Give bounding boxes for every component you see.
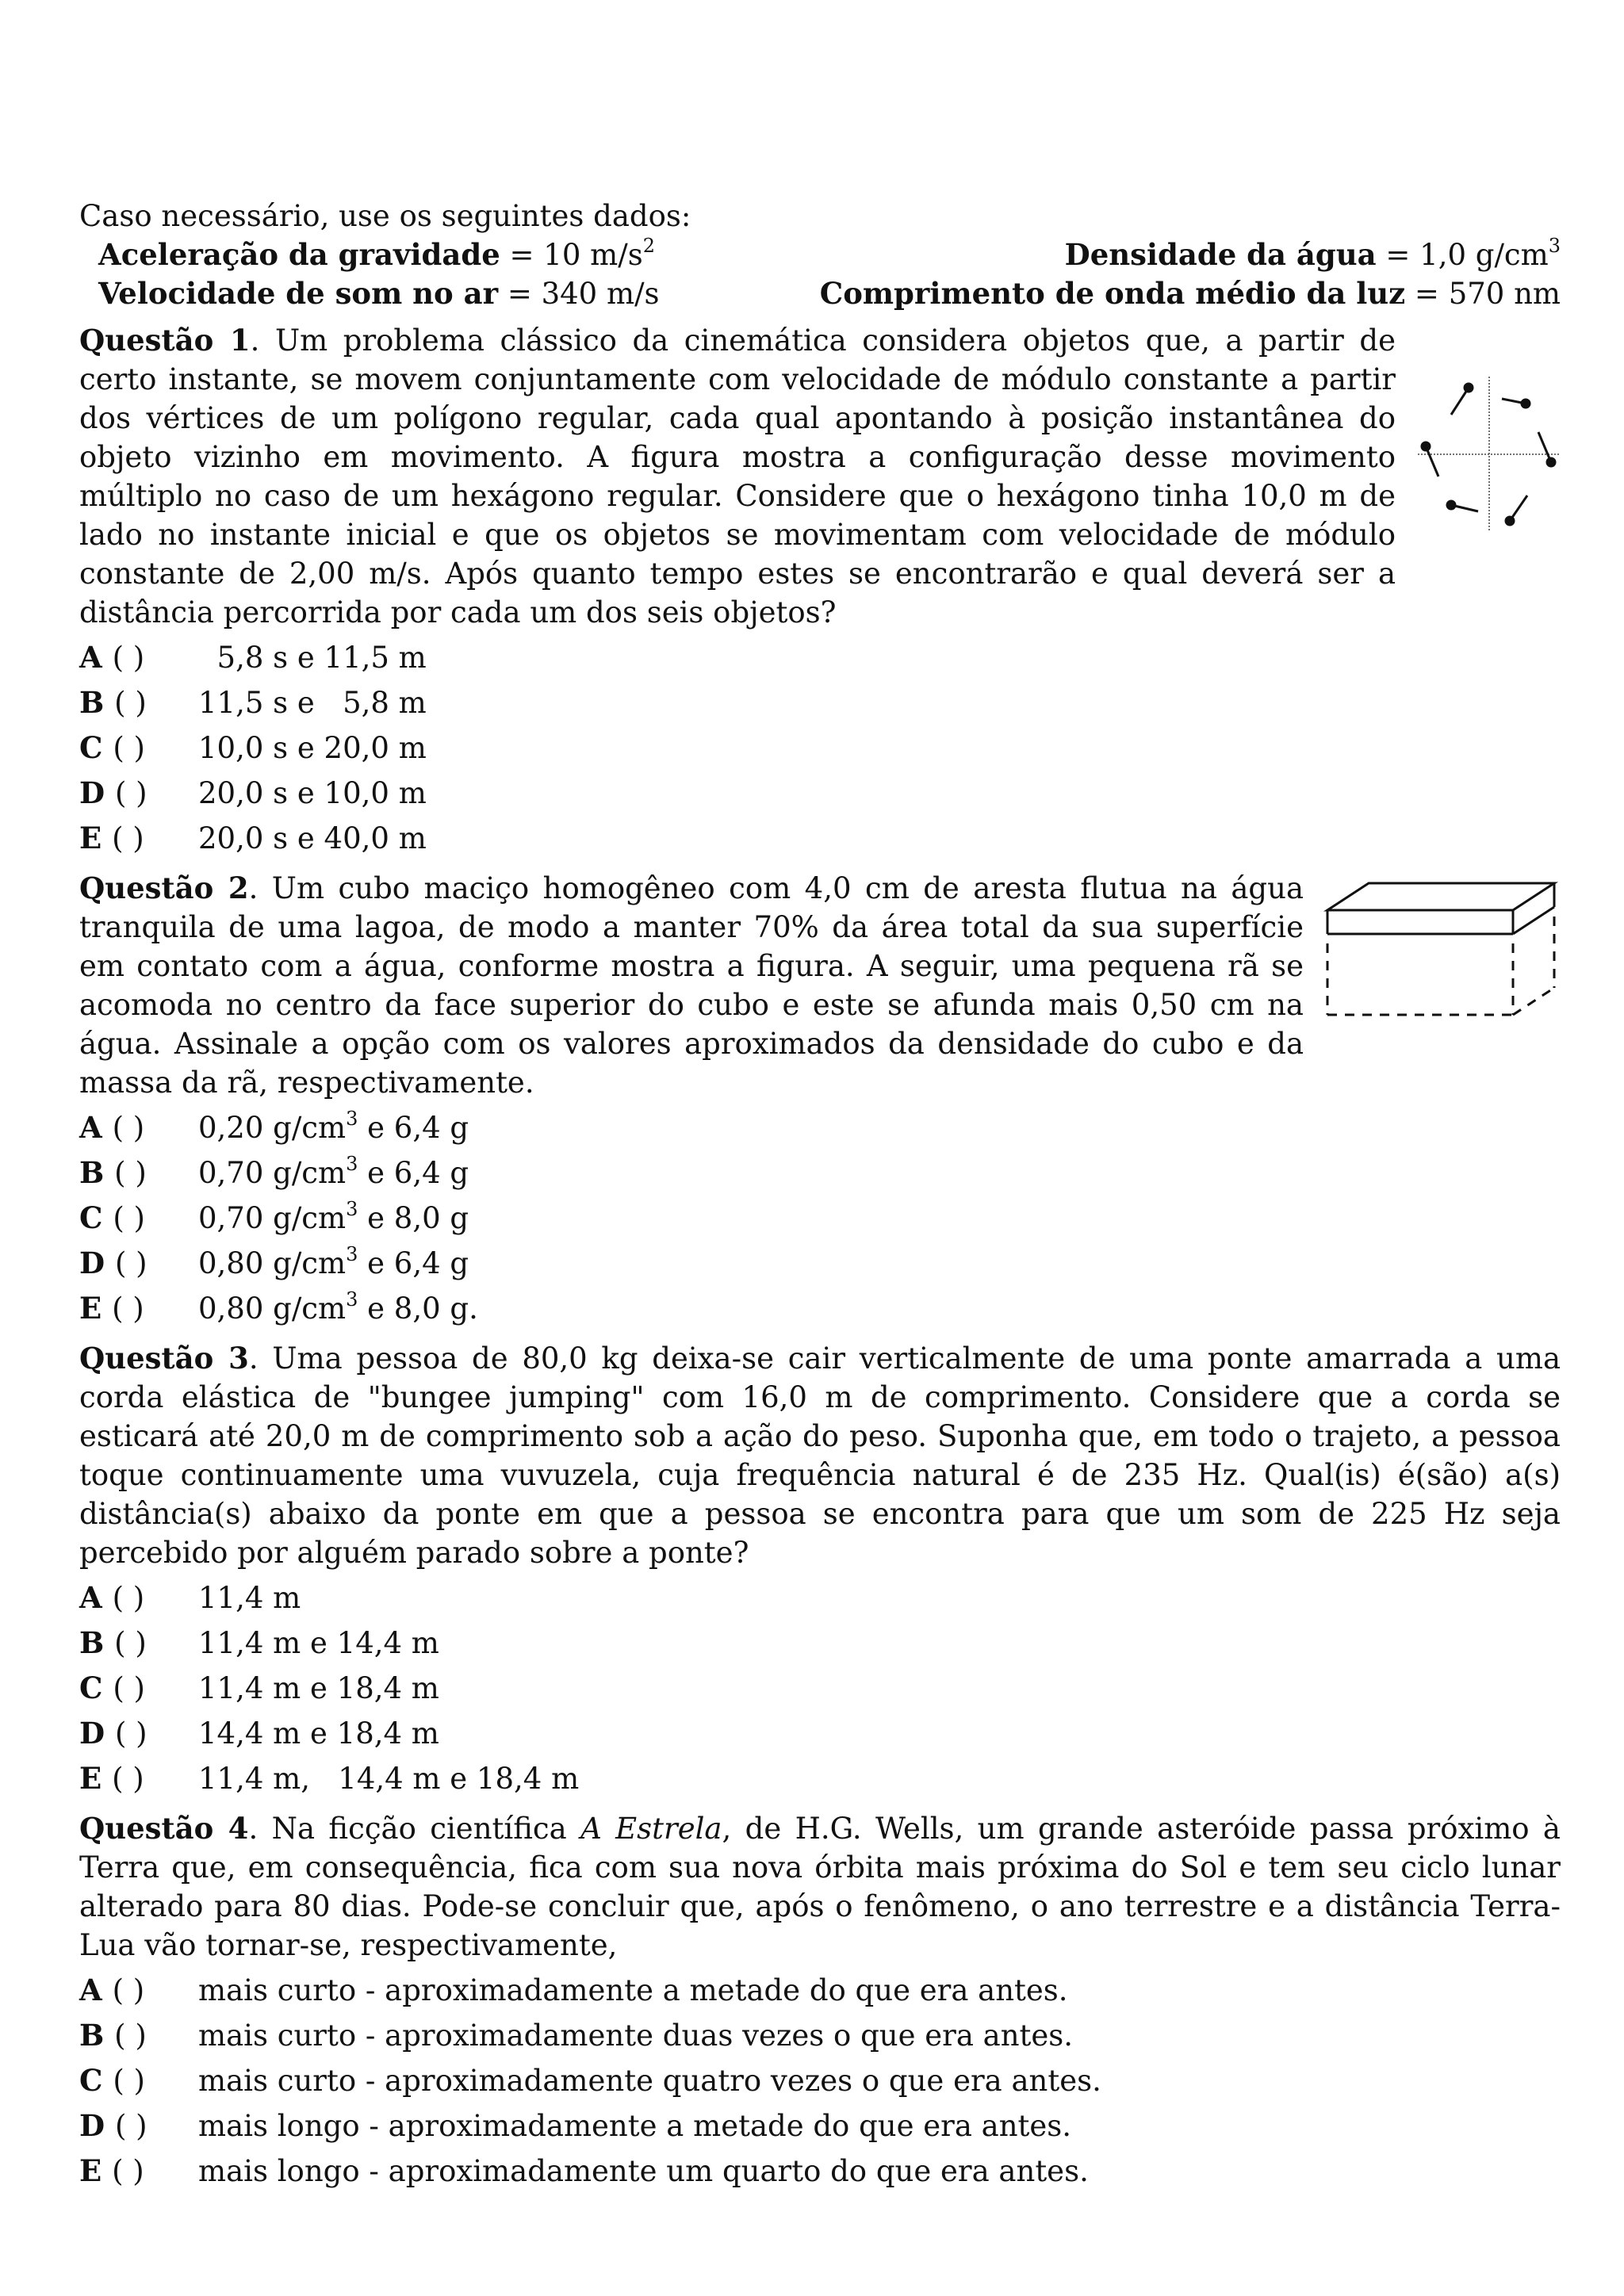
- question-2-options: [79, 1105, 1561, 1331]
- q3-option-a-checkbox[interactable]: ( ): [112, 1581, 145, 1615]
- q4-option-d[interactable]: D ( ) mais longo - aproximadamente a metade do que era antes.: [79, 2108, 1072, 2143]
- q2-option-b-checkbox[interactable]: ( ): [114, 1156, 147, 1190]
- q1-option-c-checkbox[interactable]: ( ): [113, 731, 145, 765]
- q1-option-d[interactable]: D ( ) 20,0 s e 10,0 m: [79, 775, 427, 810]
- q4-option-e-checkbox[interactable]: ( ): [112, 2154, 144, 2188]
- q3-option-c-checkbox[interactable]: ( ): [113, 1671, 145, 1705]
- q2-option-d-checkbox[interactable]: ( ): [114, 1246, 147, 1280]
- q2-option-c[interactable]: C ( ) 0,70 $g/cm^3$ e 8,0 g: [79, 1198, 469, 1235]
- question-3-options: [79, 1575, 1561, 1801]
- q4-option-c-checkbox[interactable]: ( ): [113, 2064, 145, 2098]
- q2-option-a[interactable]: A ( ) 0,20 $g/cm^3$ e 6,4 g: [79, 1108, 469, 1145]
- givens-intro: Caso necessário, use os seguintes dados:: [79, 199, 691, 233]
- question-1: [79, 321, 1561, 861]
- q3-option-b[interactable]: B ( ) 11,4 m e 14,4 m: [79, 1625, 439, 1660]
- q3-option-d[interactable]: D ( ) 14,4 m e 18,4 m: [79, 1716, 439, 1751]
- q3-option-c[interactable]: C ( ) 11,4 m e 18,4 m: [79, 1670, 439, 1705]
- q4-option-b-checkbox[interactable]: ( ): [114, 2019, 147, 2053]
- q1-option-b[interactable]: B ( ) 11,5 s e 5,8 m: [79, 685, 427, 720]
- q4-option-c[interactable]: C ( ) mais curto - aproximadamente quatro vezes o que era antes.: [79, 2063, 1101, 2098]
- q1-option-a-checkbox[interactable]: ( ): [112, 641, 145, 675]
- q1-option-d-checkbox[interactable]: ( ): [114, 776, 147, 810]
- q2-option-a-checkbox[interactable]: ( ): [112, 1111, 145, 1145]
- sound-speed-given: Velocidade de som no ar = 340 m/s: [98, 276, 660, 311]
- question-4: [79, 1809, 1561, 2194]
- hexagon-motion-figure: [1418, 377, 1561, 535]
- question-2: [79, 869, 1561, 1331]
- q4-option-d-checkbox[interactable]: ( ): [114, 2109, 147, 2143]
- q3-option-e-checkbox[interactable]: ( ): [112, 1762, 144, 1796]
- q4-option-e[interactable]: E ( ) mais longo - aproximadamente um quarto do que era antes.: [79, 2153, 1089, 2188]
- water-density-given: Densidade da água = 1,0 $g/cm^3$: [1064, 235, 1561, 272]
- q3-option-b-checkbox[interactable]: ( ): [114, 1626, 147, 1660]
- question-3-text: Questão 3. Uma pessoa de 80,0 kg deixa-se cair verticalmente de uma ponte amarrada a uma corda elástica de "bungee jumping" com 16,0 m de comprimento. Considere que a corda se esticará até 20,0 m de comprimento sob a ação do peso. Suponha que, em todo o trajeto, a pessoa toque continuamente uma vuvuzela, cuja frequência natural é de 235 Hz. Qual(is) é(são) a(s) distância(s) abaixo da ponte em que a pessoa se encontra para que um som de 225 Hz seja percebido por alguém parado sobre a ponte?: [79, 1341, 1561, 1570]
- q4-option-a[interactable]: A ( ) mais curto - aproximadamente a metade do que era antes.: [79, 1973, 1068, 2007]
- q3-option-a[interactable]: A ( ) 11,4 m: [79, 1580, 301, 1615]
- q2-option-e[interactable]: E ( ) 0,80 $g/cm^3$ e 8,0 g.: [79, 1288, 478, 1326]
- q4-option-b[interactable]: B ( ) mais curto - aproximadamente duas vezes o que era antes.: [79, 2018, 1074, 2053]
- q1-option-b-checkbox[interactable]: ( ): [114, 686, 147, 720]
- q2-option-b[interactable]: B ( ) 0,70 $g/cm^3$ e 6,4 g: [79, 1153, 469, 1190]
- q3-option-e[interactable]: E ( ) 11,4 m, 14,4 m e 18,4 m: [79, 1761, 580, 1796]
- givens-block: [79, 197, 1561, 313]
- q4-option-a-checkbox[interactable]: ( ): [112, 1973, 145, 2007]
- q2-option-c-checkbox[interactable]: ( ): [113, 1201, 145, 1235]
- gravity-given: Aceleração da gravidade = 10 $m/s^2$: [98, 235, 655, 272]
- light-wavelength-given: Comprimento de onda médio da luz = 570 nm: [819, 276, 1561, 311]
- question-4-options: [79, 1968, 1561, 2194]
- q2-option-d[interactable]: D ( ) 0,80 $g/cm^3$ e 6,4 g: [79, 1243, 469, 1280]
- question-4-text: Questão 4. Na ficção científica A Estrela, de H.G. Wells, um grande asteróide passa próximo à Terra que, em consequência, fica com sua nova órbita mais próxima do Sol e tem seu ciclo lunar alterado para 80 dias. Pode-se concluir que, após o fenômeno, o ano terrestre e a distância Terra-Lua vão tornar-se, respectivamente,: [79, 1811, 1561, 1962]
- q2-option-e-checkbox[interactable]: ( ): [112, 1292, 144, 1326]
- question-1-options: [79, 635, 1561, 861]
- exam-page: [79, 197, 1561, 2194]
- book-title: A Estrela: [580, 1812, 722, 1846]
- q3-option-d-checkbox[interactable]: ( ): [114, 1716, 147, 1751]
- q1-option-e-checkbox[interactable]: ( ): [112, 821, 144, 855]
- q1-option-a[interactable]: A ( ) 5,8 s e 11,5 m: [79, 640, 427, 675]
- question-2-text: Questão 2. Um cubo maciço homogêneo com 4,0 cm de aresta flutua na água tranquila de uma lagoa, de modo a manter 70% da área total da sua superfície em contato com a água, conforme mostra a figura. A seguir, uma pequena rã se acomoda no centro da face superior do cubo e este se afunda mais 0,50 cm na água. Assinale a opção com os valores aproximados da densidade do cubo e da massa da rã, respectivamente.: [79, 871, 1304, 1100]
- q1-option-c[interactable]: C ( ) 10,0 s e 20,0 m: [79, 730, 427, 765]
- q1-option-e[interactable]: E ( ) 20,0 s e 40,0 m: [79, 821, 427, 855]
- question-1-text: Questão 1. Um problema clássico da cinemática considera objetos que, a partir de certo instante, se movem conjuntamente com velocidade de módulo constante a partir dos vértices de um polígono regular, cada qual apontando à posição instantânea do objeto vizinho em movimento. A figura mostra a configuração desse movimento múltiplo no caso de um hexágono regular. Considere que o hexágono tinha 10,0 m de lado no instante inicial e que os objetos se movimentam com velocidade de módulo constante de 2,00 m/s. Após quanto tempo estes se encontrarão e qual deverá ser a distância percorrida por cada um dos seis objetos?: [79, 323, 1396, 629]
- floating-cube-figure: [1323, 878, 1561, 1037]
- question-3: [79, 1339, 1561, 1801]
